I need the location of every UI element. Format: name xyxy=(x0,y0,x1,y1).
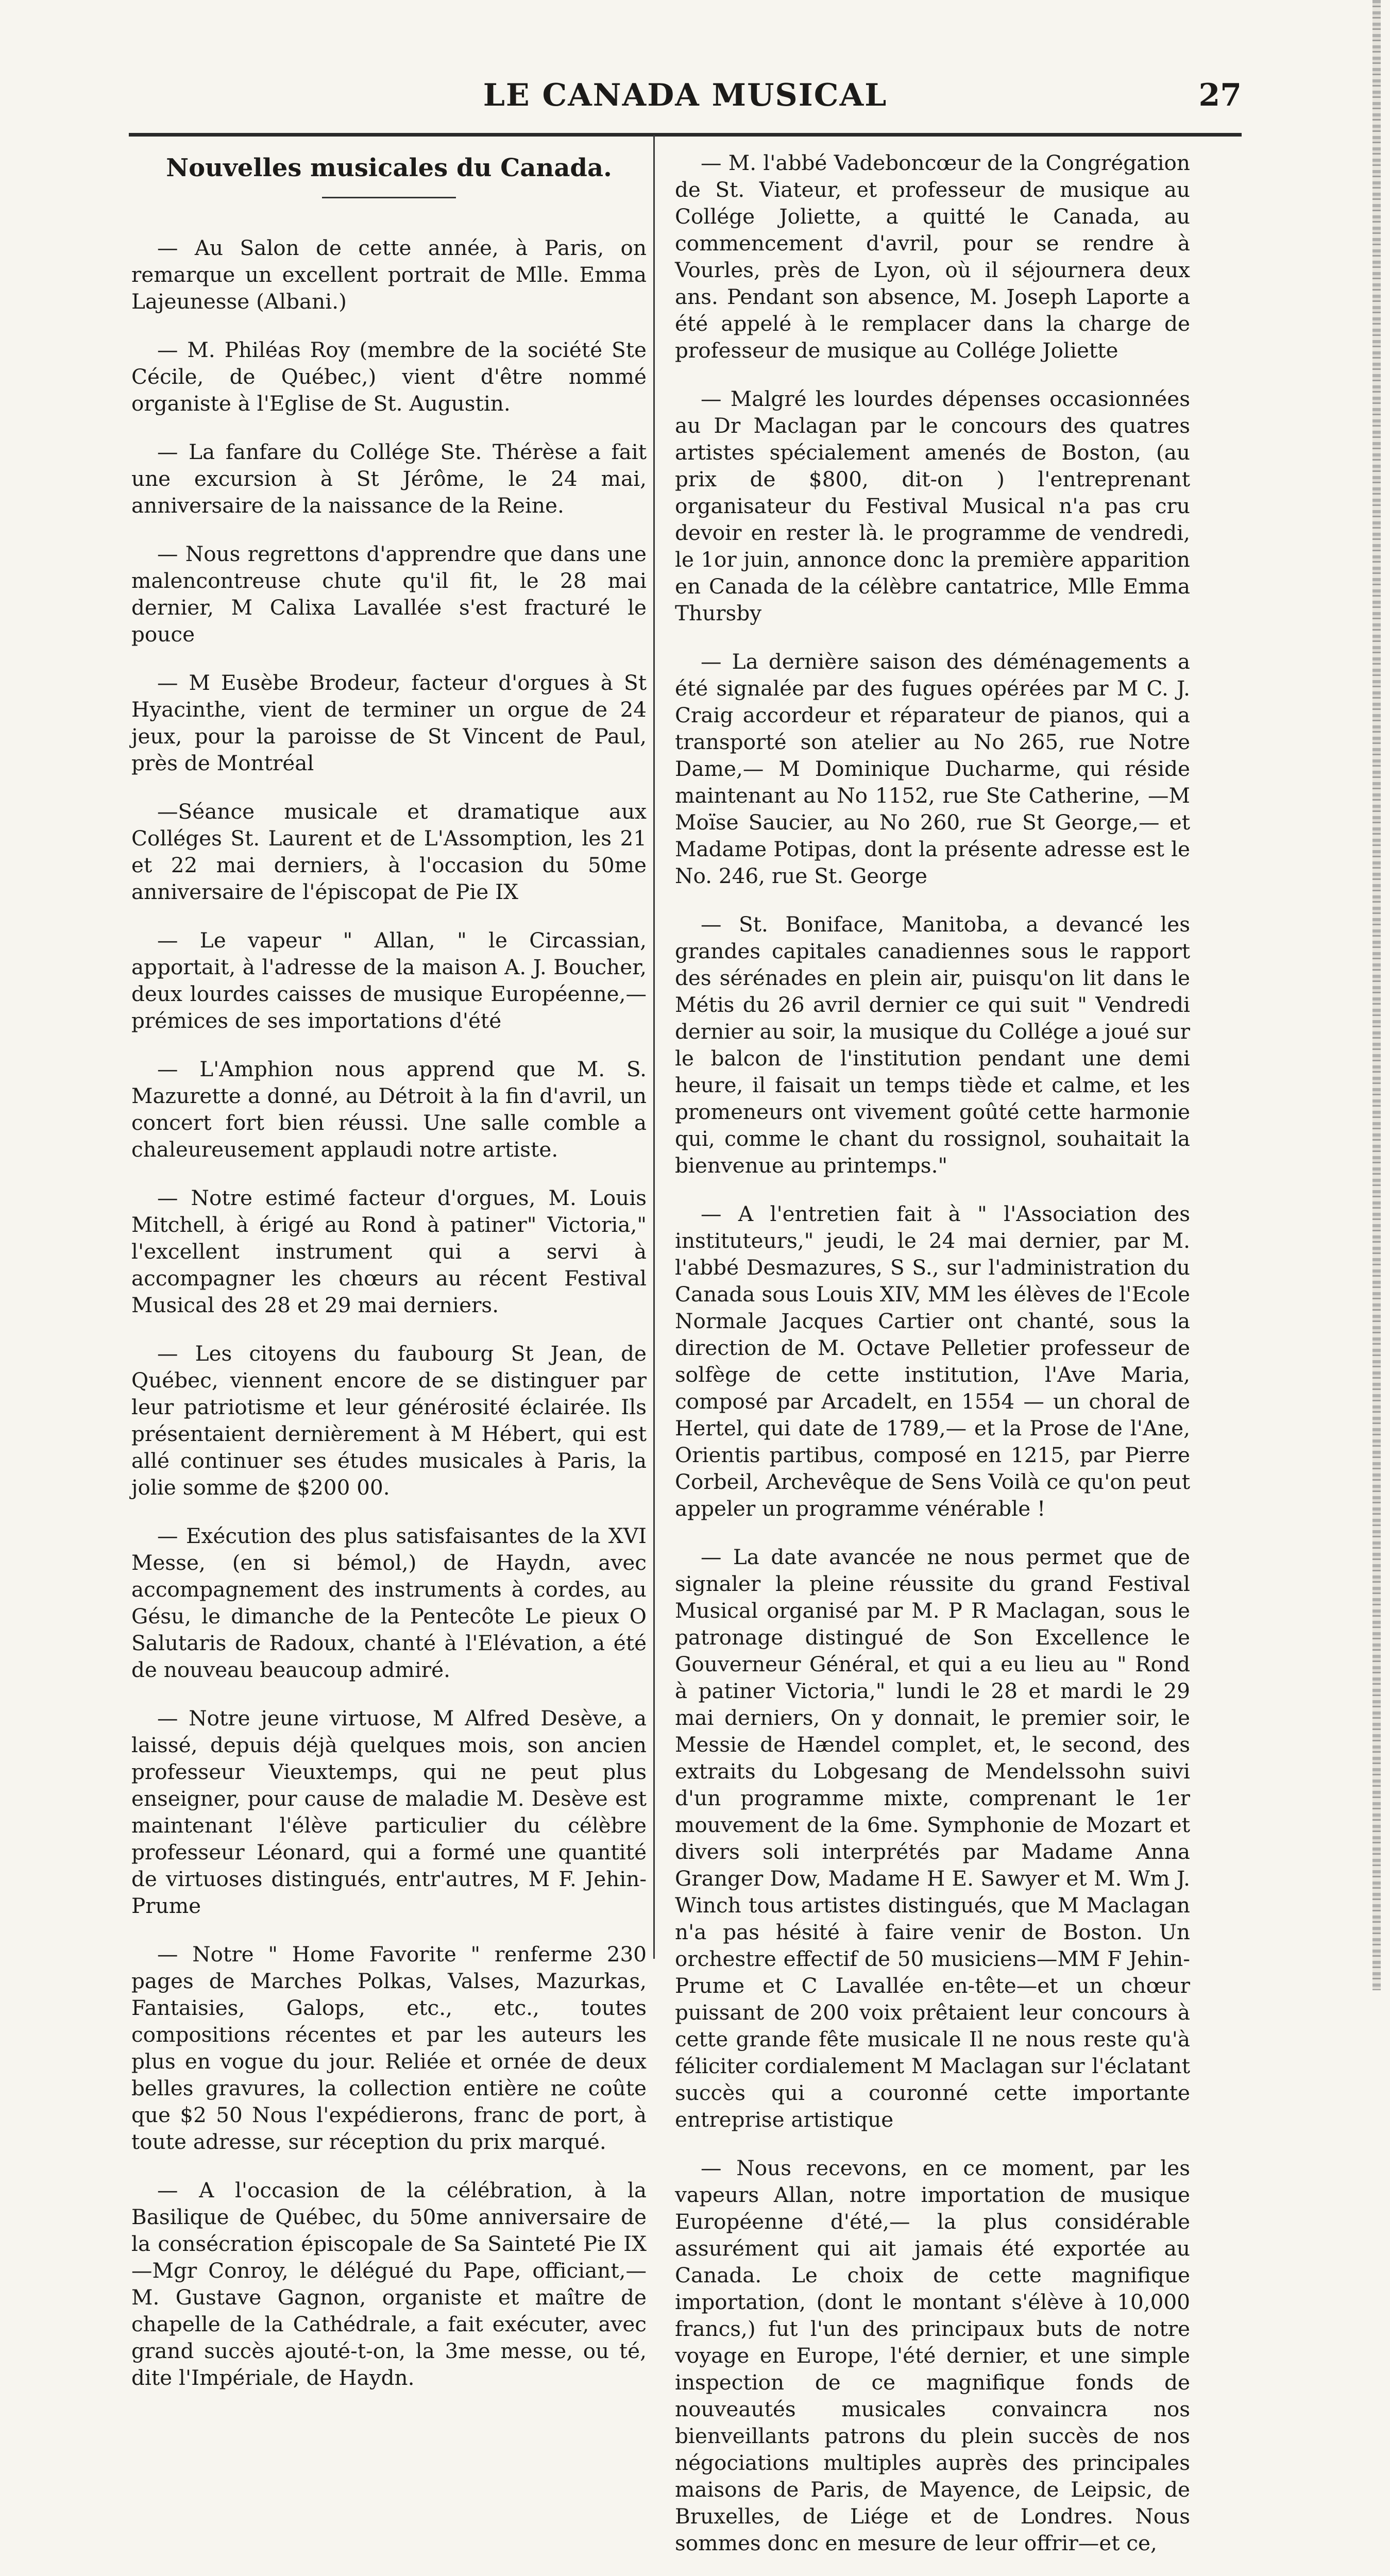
news-item: — St. Boniface, Manitoba, a devancé les grandes capitales canadiennes sous le rapport des sérénades en plein air, puisqu'on lit dans le Métis du 26 avril dernier ce qui suit " Vendredi dernier au soir, la musique du Collége a joué sur le balcon de l'institution pendant une demi heure, il faisait un temps tiède et calme, et les promeneurs ont vivement goûté cette harmonie qui, comme le chant du rossignol, souhaitait la bienvenue au printemps." xyxy=(675,912,1190,1178)
news-item: — Nous recevons, en ce moment, par les vapeurs Allan, notre importation de musique Européenne d'été,— la plus considérable assurément qui ait jamais été exportée au Canada. Le choix de cette magnifique importation, (dont le montant s'élève à 10,000 francs,) fut l'un des principaux buts de notre voyage en Europe, l'été dernier, et une simple inspection de ce magnifique fonds de nouveautés musicales convaincra nos bienveillants patrons du plein succès de nos négociations multiples auprès des principales maisons de Paris, de Mayence, de Leipsic, de Bruxelles, de Liége et de Londres. Nous sommes donc en mesure de leur offrir—et ce, xyxy=(675,2156,1190,2555)
section-title: Nouvelles musicales du Canada. xyxy=(166,154,612,182)
scan-edge xyxy=(1372,0,1381,1990)
news-item: —Séance musicale et dramatique aux Colléges St. Laurent et de L'Assomption, les 21 et 22 mai derniers, à l'occasion du 50me anniversaire de l'épiscopat de Pie IX xyxy=(131,799,647,904)
news-item: — Le vapeur " Allan, " le Circassian, apportait, à l'adresse de la maison A. J. Boucher, deux lourdes caisses de musique Européenne,—prémices de ses importations d'été xyxy=(131,928,647,1033)
right-column xyxy=(675,149,1190,2576)
news-item: — M Eusèbe Brodeur, facteur d'orgues à St Hyacinthe, vient de terminer un orgue de 24 jeux, pour la paroisse de St Vincent de Paul, près de Montréal xyxy=(131,670,647,775)
news-item: — M. l'abbé Vadeboncœur de la Congrégation de St. Viateur, et professeur de musique au Collége Joliette, a quitté le Canada, au commencement d'avril, pour se rendre à Vourles, près de Lyon, où il séjournera deux ans. Pendant son absence, M. Joseph Laporte a été appelé à le remplacer dans la charge de professeur de musique au Collége Joliette xyxy=(675,150,1190,363)
left-column xyxy=(131,149,647,2413)
news-item: — Malgré les lourdes dépenses occasionnées au Dr Maclagan par le concours des quatres artistes spécialement amenés de Boston, (au prix de $800, dit-on ) l'entreprenant organisateur du Festival Musical n'a pas cru devoir en rester là. le programme de vendredi, le 1or juin, annonce donc la première apparition en Canada de la célèbre cantatrice, Mlle Emma Thursby xyxy=(675,386,1190,625)
news-item: — La dernière saison des déménagements a été signalée par des fugues opérées par M C. J. Craig accordeur et réparateur de pianos, qui a transporté son atelier au No 265, rue Notre Dame,— M Dominique Ducharme, qui réside maintenant au No 1152, rue Ste Catherine, —M Moïse Saucier, au No 260, rue St George,— et Madame Potipas, dont la présente adresse est le No. 246, rue St. George xyxy=(675,649,1190,888)
news-item: — Nous regrettons d'apprendre que dans une malencontreuse chute qu'il fit, le 28 mai dernier, M Calixa Lavallée s'est fracturé le pouce xyxy=(131,541,647,647)
news-item: — Au Salon de cette année, à Paris, on remarque un excellent portrait de Mlle. Emma Lajeunesse (Albani.) xyxy=(131,235,647,314)
title-rule xyxy=(322,197,456,198)
page-header xyxy=(129,67,1242,124)
header-rule xyxy=(129,133,1242,137)
news-item: — Notre jeune virtuose, M Alfred Desève, a laissé, depuis déjà quelques mois, son ancien professeur Vieuxtemps, qui ne peut plus enseigner, pour cause de maladie M. Desève est maintenant l'élève particulier du célèbre professeur Léonard, qui a formé une quantité de virtuoses distingués, entr'autres, M F. Jehin-Prume xyxy=(131,1706,647,1918)
news-item: — Les citoyens du faubourg St Jean, de Québec, viennent encore de se distinguer par leur patriotisme et leur générosité éclairée. Ils présentaient dernièrement à M Hébert, qui est allé continuer ses études musicales à Paris, la jolie somme de $200 00. xyxy=(131,1341,647,1500)
news-item: — M. Philéas Roy (membre de la société Ste Cécile, de Québec,) vient d'être nommé organiste à l'Eglise de St. Augustin. xyxy=(131,337,647,416)
news-item: — La date avancée ne nous permet que de signaler la pleine réussite du grand Festival Musical organisé par M. P R Maclagan, sous le patronage distingué de Son Excellence le Gouverneur Général, et qui a eu lieu au " Rond à patiner Victoria," lundi le 28 et mardi le 29 mai derniers, On y donnait, le premier soir, le Messie de Hændel complet, et, le second, des extraits du Lobgesang de Mendelssohn suivi d'un programme mixte, comprenant le 1er mouvement de la 6me. Symphonie de Mozart et divers soli interprétés par Madame Anna Granger Dow, Madame H E. Sawyer et M. Wm J. Winch tous artistes distingués, que M Maclagan n'a pas hésité à faire venir de Boston. Un orchestre effectif de 50 musiciens—MM F Jehin-Prume et C Lavallée en-tête—et un chœur puissant de 200 voix prêtaient leur concours à cette grande fête musicale Il ne nous reste qu'à féliciter cordialement M Maclagan sur l'éclatant succès qui a couronné cette importante entreprise artistique xyxy=(675,1545,1190,2132)
news-item: — A l'entretien fait à " l'Association des instituteurs," jeudi, le 24 mai dernier, par M. l'abbé Desmazures, S S., sur l'administration du Canada sous Louis XIV, MM les élèves de l'Ecole Normale Jacques Cartier ont chanté, sous la direction de M. Octave Pelletier professeur de solfège de cette institution, l'Ave Maria, composé par Arcadelt, en 1554 — un choral de Hertel, qui date de 1789,— et la Prose de l'Ane, Orientis partibus, composé en 1215, par Pierre Corbeil, Archevêque de Sens Voilà ce qu'on peut appeler un programme vénérable ! xyxy=(675,1201,1190,1521)
news-item: — Exécution des plus satisfaisantes de la XVI Messe, (en si bémol,) de Haydn, avec accompagnement des instruments à cordes, au Gésu, le dimanche de la Pentecôte Le pieux O Salutaris de Radoux, chanté à l'Elévation, a été de nouveau beaucoup admiré. xyxy=(131,1523,647,1682)
page-number: 27 xyxy=(1198,77,1242,113)
news-item: — Notre estimé facteur d'orgues, M. Louis Mitchell, à érigé au Rond à patiner" Victoria," l'excellent instrument qui a servi à accompagner les chœurs au récent Festival Musical des 28 et 29 mai derniers. xyxy=(131,1185,647,1317)
news-item: — A l'occasion de la célébration, à la Basilique de Québec, du 50me anniversaire de la consécration épiscopale de Sa Sainteté Pie IX—Mgr Conroy, le délégué du Pape, officiant,—M. Gustave Gagnon, organiste et maître de chapelle de la Cathédrale, a fait exécuter, avec grand succès ajouté-t-on, la 3me messe, ou té, dite l'Impériale, de Haydn. xyxy=(131,2178,647,2390)
journal-title: LE CANADA MUSICAL xyxy=(483,77,888,113)
news-item: — La fanfare du Collége Ste. Thérèse a fait une excursion à St Jérôme, le 24 mai, anniversaire de la naissance de la Reine. xyxy=(131,439,647,518)
news-item: — Notre " Home Favorite " renferme 230 pages de Marches Polkas, Valses, Mazurkas, Fantaisies, Galops, etc., etc., toutes compositions récentes et par les auteurs les plus en vogue du jour. Reliée et ornée de deux belles gravures, la collection entière ne coûte que $2 50 Nous l'expédierons, franc de port, à toute adresse, sur réception du prix marqué. xyxy=(131,1942,647,2154)
column-divider xyxy=(653,135,655,1959)
news-item: — L'Amphion nous apprend que M. S. Mazurette a donné, au Détroit à la fin d'avril, un concert fort bien réussi. Une salle comble a chaleureusement applaudi notre artiste. xyxy=(131,1057,647,1162)
